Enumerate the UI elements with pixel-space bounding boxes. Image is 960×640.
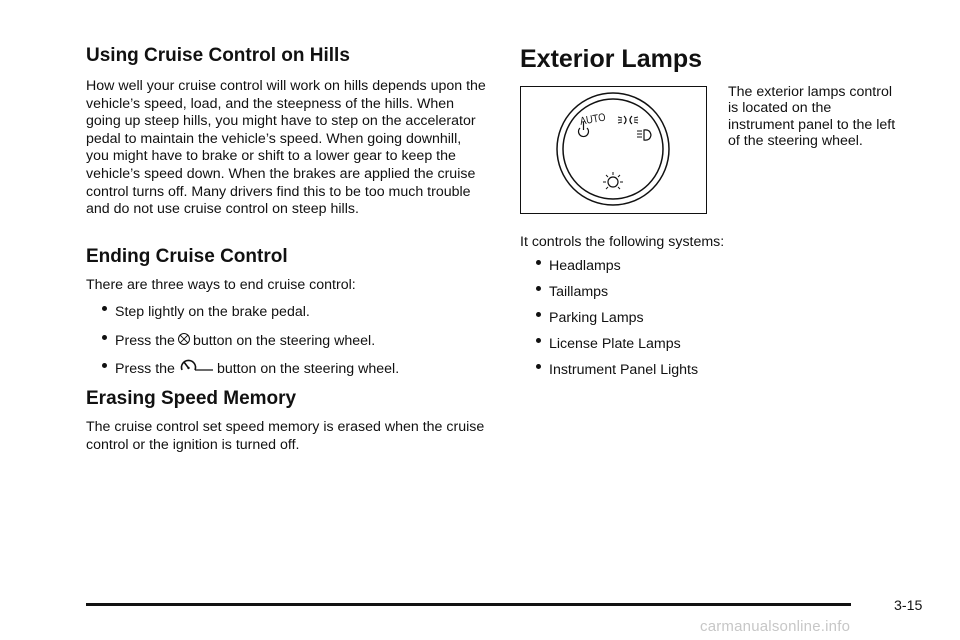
bullet-onoff-button <box>102 358 399 380</box>
bullet-parking-lamps <box>536 310 644 326</box>
bullet-text: Instrument Panel Lights <box>549 362 699 378</box>
cruise-onoff-icon <box>177 358 215 380</box>
lamp-control-dial <box>521 87 705 212</box>
bullet-cancel-button <box>102 331 375 351</box>
parking-lamps-icon <box>618 116 638 124</box>
page-number: 3-15 <box>894 598 923 614</box>
bullet-dot <box>536 260 541 265</box>
bullet-dot <box>102 363 107 368</box>
dome-light-icon <box>603 172 623 189</box>
bullet-dot <box>102 306 107 311</box>
heading-erasing-memory: Erasing Speed Memory <box>86 388 297 409</box>
paragraph-ending-intro: There are three ways to end cruise control: <box>86 277 356 293</box>
headlamp-icon <box>637 130 651 140</box>
paragraph-erasing-memory: The cruise control set speed memory is erased when the cruise control or the ignition is turned off. <box>86 419 485 453</box>
bullet-dot <box>536 312 541 317</box>
heading-cruise-hills: Using Cruise Control on Hills <box>86 45 350 66</box>
cancel-icon <box>177 331 191 351</box>
bullet-instrument-panel-lights <box>536 362 698 378</box>
bullet-text: License Plate Lamps <box>549 336 681 352</box>
bullet-text: Step lightly on the brake pedal. <box>115 304 310 320</box>
bullet-dot <box>536 364 541 369</box>
bullet-brake-pedal <box>102 304 310 320</box>
watermark: carmanualsonline.info <box>700 618 851 635</box>
bullet-text-before: Press the <box>115 333 175 349</box>
bullet-text: Taillamps <box>549 284 609 300</box>
bullet-taillamps <box>536 284 608 300</box>
heading-ending-cruise: Ending Cruise Control <box>86 246 288 267</box>
figure-caption: The exterior lamps control is located on the instrument panel to the left of the steering wheel. <box>728 84 896 150</box>
bullet-dot <box>102 335 107 340</box>
auto-label: AUTO <box>579 111 607 129</box>
bullet-text: Headlamps <box>549 258 621 274</box>
exterior-lamps-control-figure <box>520 86 707 214</box>
bullet-text: Parking Lamps <box>549 310 644 326</box>
bullet-dot <box>536 286 541 291</box>
bullet-text-after: button on the steering wheel. <box>192 333 376 349</box>
heading-exterior-lamps: Exterior Lamps <box>520 45 703 73</box>
paragraph-controls-intro: It controls the following systems: <box>520 234 725 250</box>
bullet-dot <box>536 338 541 343</box>
bullet-text-after: button on the steering wheel. <box>216 361 400 377</box>
paragraph-cruise-hills: How well your cruise control will work on hills depends upon the vehicle’s speed, load, and the steepness of the hills. When going up steep hills, you might have to step on the accelerator pedal to maintain the vehicle’s speed. When going downhill, you might have to brake or shift to a lower gear to keep the vehicle’s speed down. When the brakes are applied the cruise control turns off. Many drivers find this to be too much trouble and do not use cruise control on steep hills. <box>86 78 486 218</box>
bullet-text-before: Press the <box>115 361 175 377</box>
bullet-headlamps <box>536 258 621 274</box>
footer-rule <box>86 603 851 606</box>
bullet-license-plate-lamps <box>536 336 681 352</box>
